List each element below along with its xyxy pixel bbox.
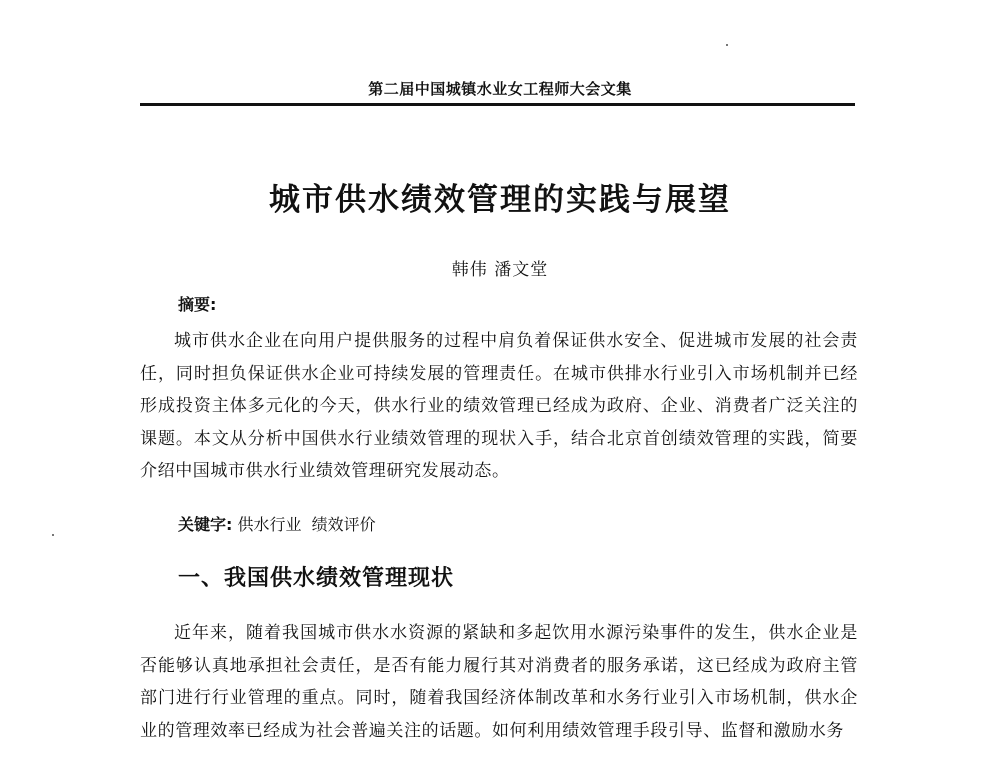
header-rule [140,103,855,106]
scan-speck [726,44,728,46]
keywords-value: 供水行业 绩效评价 [237,515,376,534]
keywords-label: 关键字: [178,515,233,534]
scan-speck [52,534,54,536]
keywords [178,512,376,535]
section-body-text: 近年来，随着我国城市供水水资源的紧缺和多起饮用水源污染事件的发生，供水企业是否能够认真地承担社会责任，是否有能力履行其对消费者的服务承诺，这已经成为政府主管部门进行行业管理的重点。同时，随着我国经济体制改革和水务行业引入市场机制，供水企业的管理效率已经成为社会普遍关注的话题。如何利用绩效管理手段引导、监督和激励水务 [140,623,858,741]
abstract-label: 摘要: [178,295,217,314]
section-heading: 一、我国供水绩效管理现状 [178,566,455,591]
abstract-text: 城市供水企业在向用户提供服务的过程中肩负着保证供水安全、促进城市发展的社会责任，同时担负保证供水企业可持续发展的管理责任。在城市供排水行业引入市场机制并已经形成投资主体多元化的今天，供水行业的绩效管理已经成为政府、企业、消费者广泛关注的课题。本文从分析中国供水行业绩效管理的现状入手，结合北京首创绩效管理的实践，简要介绍中国城市供水行业绩效管理研究发展动态。 [140,331,858,481]
authors: 韩伟 潘文堂 [451,260,549,280]
paper-title: 城市供水绩效管理的实践与展望 [269,182,731,218]
running-header: 第二届中国城镇水业女工程师大会文集 [368,80,632,98]
